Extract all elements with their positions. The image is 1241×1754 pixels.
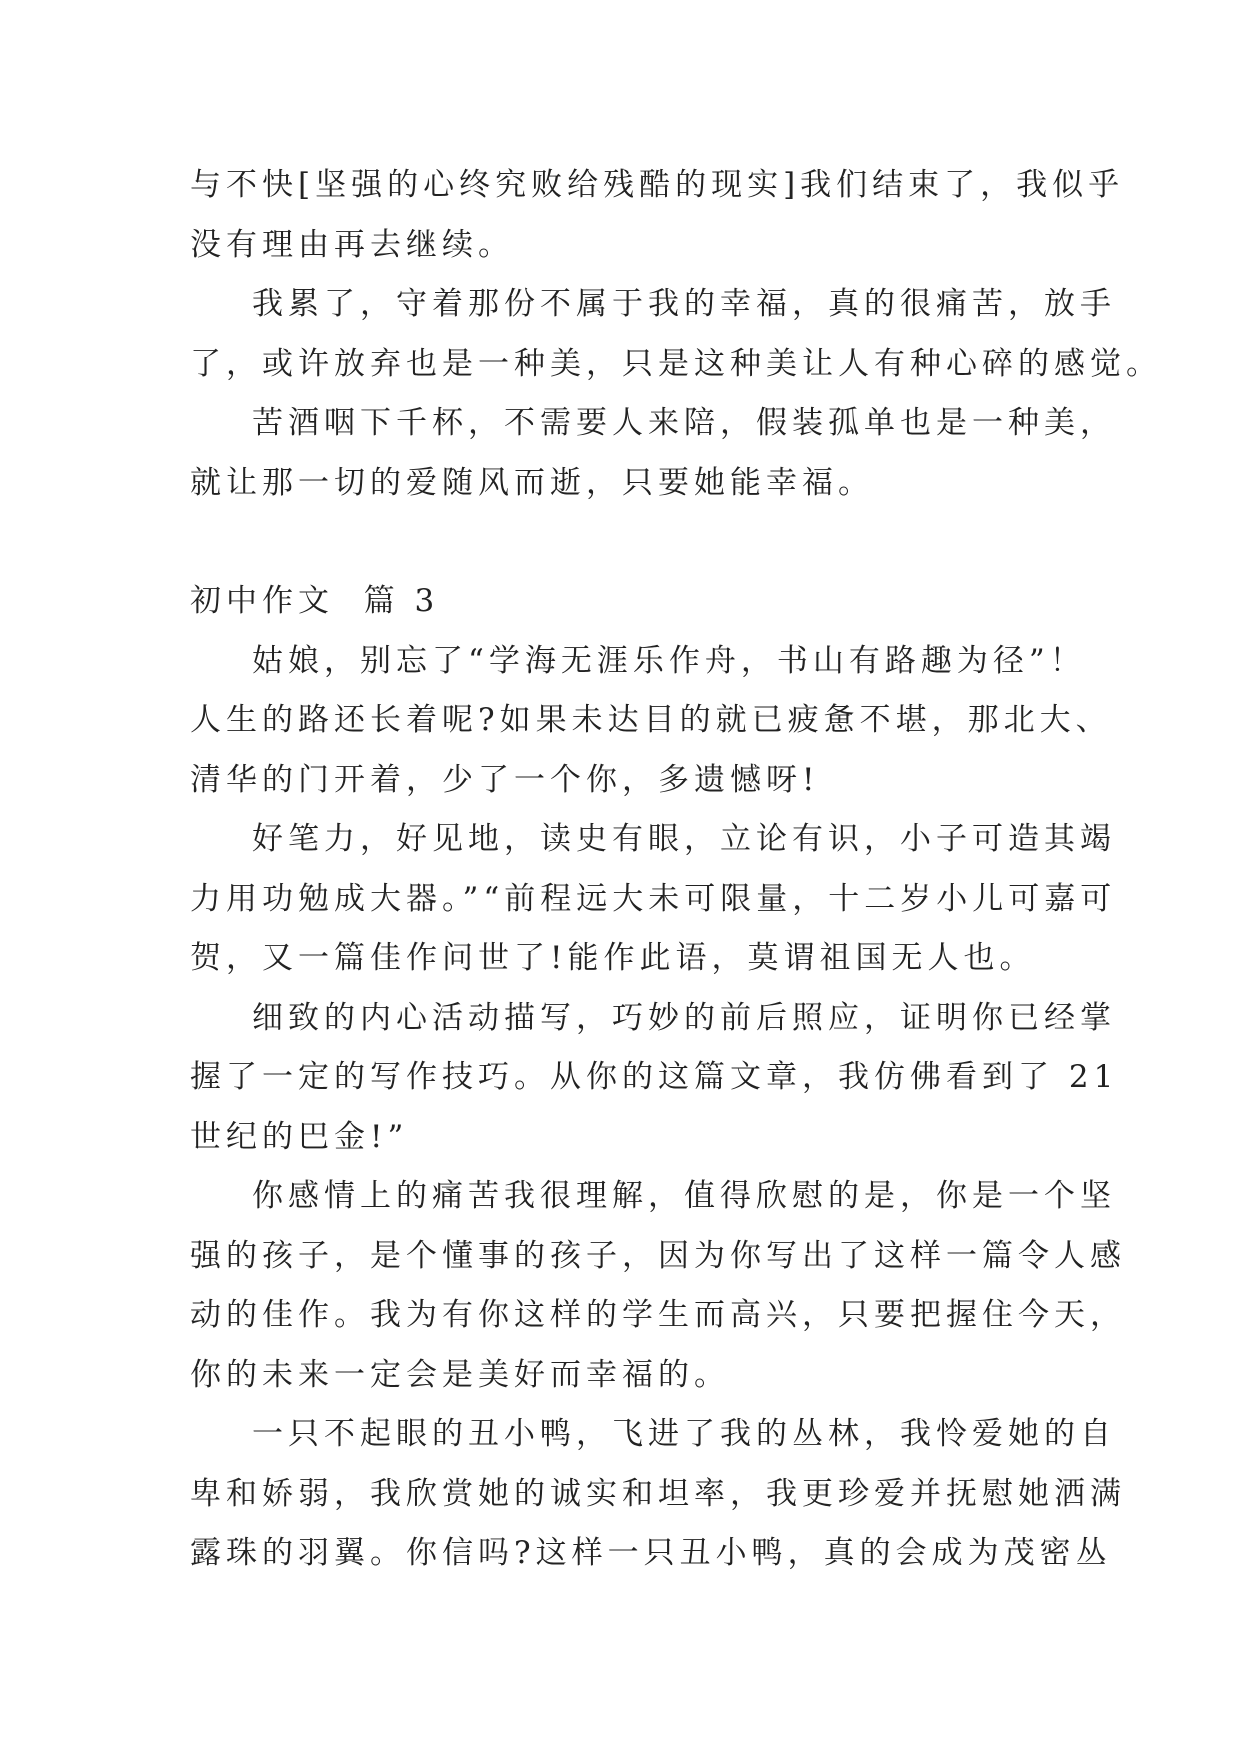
paragraph-line: 好笔力，好见地，读史有眼，立论有识，小子可造其竭 (252, 821, 1116, 857)
paragraph-1 (190, 156, 1125, 275)
paragraph-6 (190, 989, 1119, 1168)
section-heading (190, 572, 1052, 632)
paragraph-line: 了，或许放弃也是一种美，只是这种美让人有种心碎的感觉。 (190, 345, 1162, 382)
paragraph-line: 就让那一切的爱随风而逝，只要她能幸福。 (190, 464, 874, 501)
paragraph-2 (190, 275, 1162, 394)
paragraph-line: 与不快[坚强的心终究败给残酷的现实]我们结束了，我似乎 (190, 167, 1125, 203)
paragraph-line: 姑娘，别忘了“学海无涯乐作舟，书山有路趣为径”！ (252, 642, 1086, 679)
section-heading-text: 初中作文 篇 3 (190, 583, 440, 619)
paragraph-line: 卑和娇弱，我欣赏她的诚实和坦率，我更珍爱并抚慰她洒满 (190, 1475, 1126, 1512)
paragraph-line: 一只不起眼的丑小鸭，飞进了我的丛林，我怜爱她的自 (252, 1416, 1116, 1452)
paragraph-8 (190, 1405, 1126, 1584)
paragraph-line: 细致的内心活动描写，巧妙的前后照应，证明你已经掌 (252, 999, 1116, 1036)
paragraph-line: 清华的门开着，少了一个你，多遗憾呀! (190, 761, 820, 798)
paragraph-3 (190, 394, 1116, 513)
paragraph-line: 露珠的羽翼。你信吗?这样一只丑小鸭，真的会成为茂密丛 (190, 1535, 1112, 1571)
paragraph-line: 世纪的巴金!” (190, 1118, 409, 1155)
paragraph-line: 我累了，守着那份不属于我的幸福，真的很痛苦，放手 (252, 286, 1116, 322)
paragraph-line: 握了一定的写作技巧。从你的这篇文章，我仿佛看到了 21 (190, 1059, 1119, 1095)
paragraph-line: 强的孩子，是个懂事的孩子，因为你写出了这样一篇令人感 (190, 1237, 1126, 1274)
paragraph-7 (190, 1167, 1126, 1405)
paragraph-line: 你的未来一定会是美好而幸福的。 (190, 1356, 730, 1393)
paragraph-line: 没有理由再去继续。 (190, 226, 514, 263)
paragraph-line: 贺，又一篇佳作问世了!能作此语，莫谓祖国无人也。 (190, 940, 1036, 976)
paragraph-line: 人生的路还长着呢?如果未达目的就已疲惫不堪，那北大、 (190, 702, 1112, 738)
paragraph-line: 你感情上的痛苦我很理解，值得欣慰的是，你是一个坚 (252, 1178, 1116, 1214)
paragraph-5 (190, 810, 1117, 989)
paragraph-line: 动的佳作。我为有你这样的学生而高兴，只要把握住今天， (190, 1297, 1126, 1333)
paragraph-line: 苦酒咽下千杯，不需要人来陪，假装孤单也是一种美， (252, 405, 1116, 441)
paragraph-line: 力用功勉成大器。”“前程远大未可限量，十二岁小儿可嘉可 (190, 880, 1117, 917)
document-body (190, 156, 1162, 1584)
paragraph-4 (190, 632, 1112, 811)
